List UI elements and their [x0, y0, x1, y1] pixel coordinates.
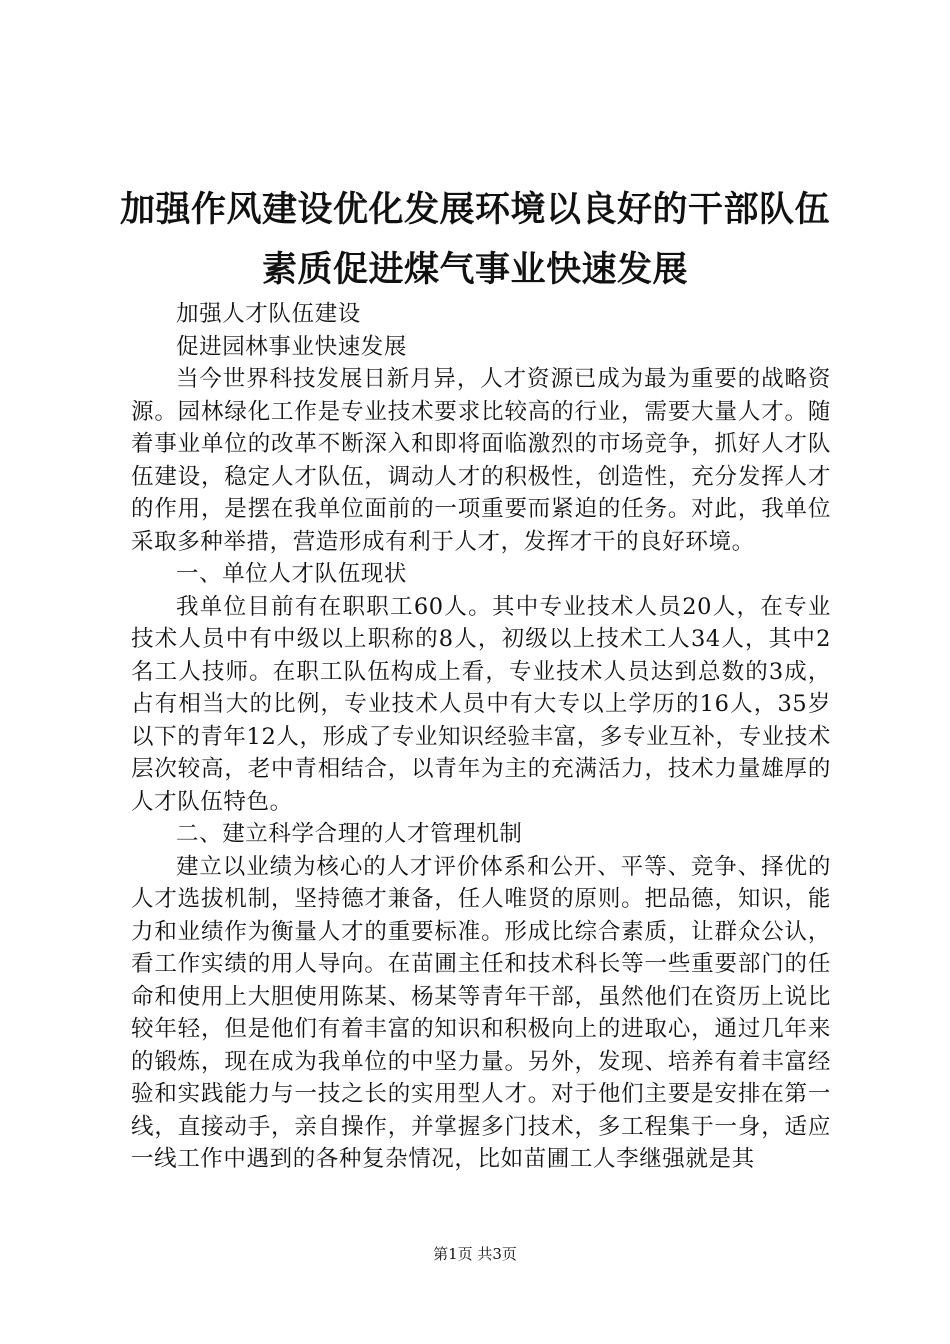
document-title-line-2: 素质促进煤气事业快速发展: [261, 250, 688, 290]
section-heading-1: 一、单位人才队伍现状: [176, 561, 408, 587]
paragraph-intro: 当今世界科技发展日新月异，人才资源已成为最为重要的战略资源。园林绿化工作是专业技术要求比较高的行业，需要大量人才。随着事业单位的改革不断深入和即将面临激烈的市场竞争，抓好人才队伍建设，稳定人才队伍，调动人才的积极性，创造性，充分发挥人才的作用，是摆在我单位面前的一项重要而紧迫的任务。对此，我单位采取多种举措，营造形成有利于人才，发挥才干的良好环境。: [131, 366, 831, 555]
section-heading-2: 二、建立科学合理的人才管理机制: [176, 821, 523, 847]
paragraph-status: 我单位目前有在职职工60人。其中专业技术人员20人，在专业技术人员中有中级以上职称的8人，初级以上技术工人34人，其中2名工人技师。在职工队伍构成上看，专业技术人员达到总数的3成，占有相当大的比例，专业技术人员中有大专以上学历的16人，35岁以下的青年12人，形成了专业知识经验丰富，多专业互补，专业技术层次较高，老中青相结合，以青年为主的充满活力，技术力量雄厚的人才队伍特色。: [131, 593, 831, 815]
document-body: [131, 298, 831, 1176]
document-title-line-1: 加强作风建设优化发展环境以良好的干部队伍: [119, 190, 830, 230]
subtitle-1: 加强人才队伍建设: [176, 301, 361, 327]
subtitle-2: 促进园林事业快速发展: [176, 333, 408, 360]
page-number-footer: 第1页 共3页: [433, 1245, 517, 1263]
paragraph-mechanism: 建立以业绩为核心的人才评价体系和公开、平等、竞争、择优的人才选拔机制，坚持德才兼备，任人唯贤的原则。把品德，知识，能力和业绩作为衡量人才的重要标准。形成比综合素质，让群众公认，看工作实绩的用人导向。在苗圃主任和技术科长等一些重要部门的任命和使用上大胆使用陈某、杨某等青年干部，虽然他们在资历上说比较年轻，但是他们有着丰富的知识和积极向上的进取心，通过几年来的锻炼，现在成为我单位的中坚力量。另外，发现、培养有着丰富经验和实践能力与一技之长的实用型人才。对于他们主要是安排在第一线，直接动手，亲自操作，并掌握多门技术，多工程集于一身，适应一线工作中遇到的各种复杂情况，比如苗圃工人李继强就是其: [131, 853, 831, 1172]
